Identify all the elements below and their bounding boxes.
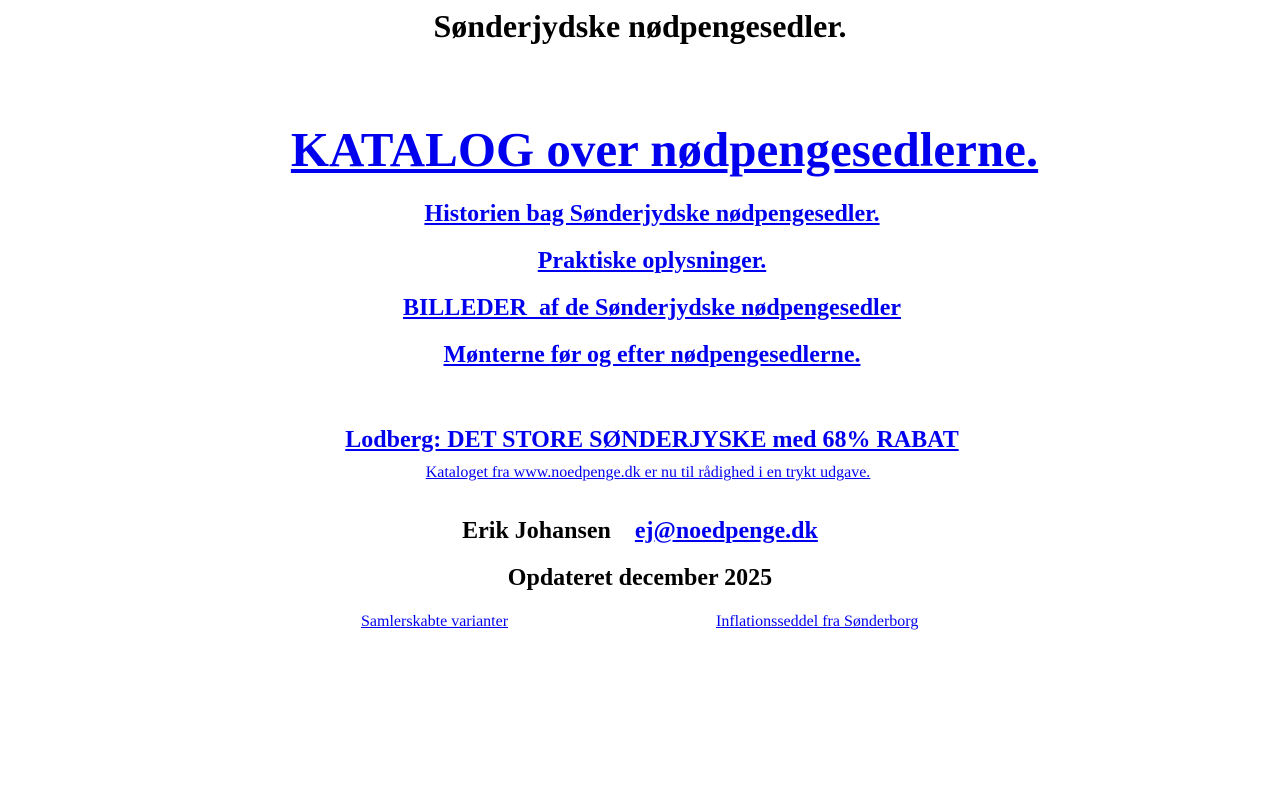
updated-date: Opdateret december 2025 xyxy=(507,565,773,591)
author-name: Erik Johansen xyxy=(462,518,611,544)
nav-link-history[interactable]: Historien bag Sønderjydske nødpengesedler. xyxy=(424,200,880,227)
promo-link[interactable]: Lodberg: DET STORE SØNDERJYSKE med 68% RABAT xyxy=(345,426,959,453)
nav-row-coins xyxy=(0,314,1280,397)
collector-variants-link[interactable]: Samlerskabte varianter xyxy=(361,613,509,630)
nav-link-practical-info[interactable]: Praktiske oplysninger. xyxy=(537,247,767,274)
print-edition-link[interactable]: Kataloget fra www.noedpenge.dk er nu til rådighed i en trykt udgave. xyxy=(425,464,871,482)
print-note-row xyxy=(0,446,1280,501)
contact-line xyxy=(0,518,1280,546)
email-link[interactable]: ej@noedpenge.dk xyxy=(634,518,818,544)
inflation-note-link[interactable]: Inflationsseddel fra Sønderborg xyxy=(716,613,919,630)
catalog-link[interactable]: KATALOG over nødpengesedlerne. xyxy=(290,122,1039,178)
nav-link-coins[interactable]: Mønterne før og efter nødpengesedlerne. xyxy=(443,341,861,368)
nav-link-images[interactable]: BILLEDER af de Sønderjydske nødpengesedler xyxy=(402,294,902,321)
site-title: Sønderjydske nødpengesedler. xyxy=(433,8,847,44)
